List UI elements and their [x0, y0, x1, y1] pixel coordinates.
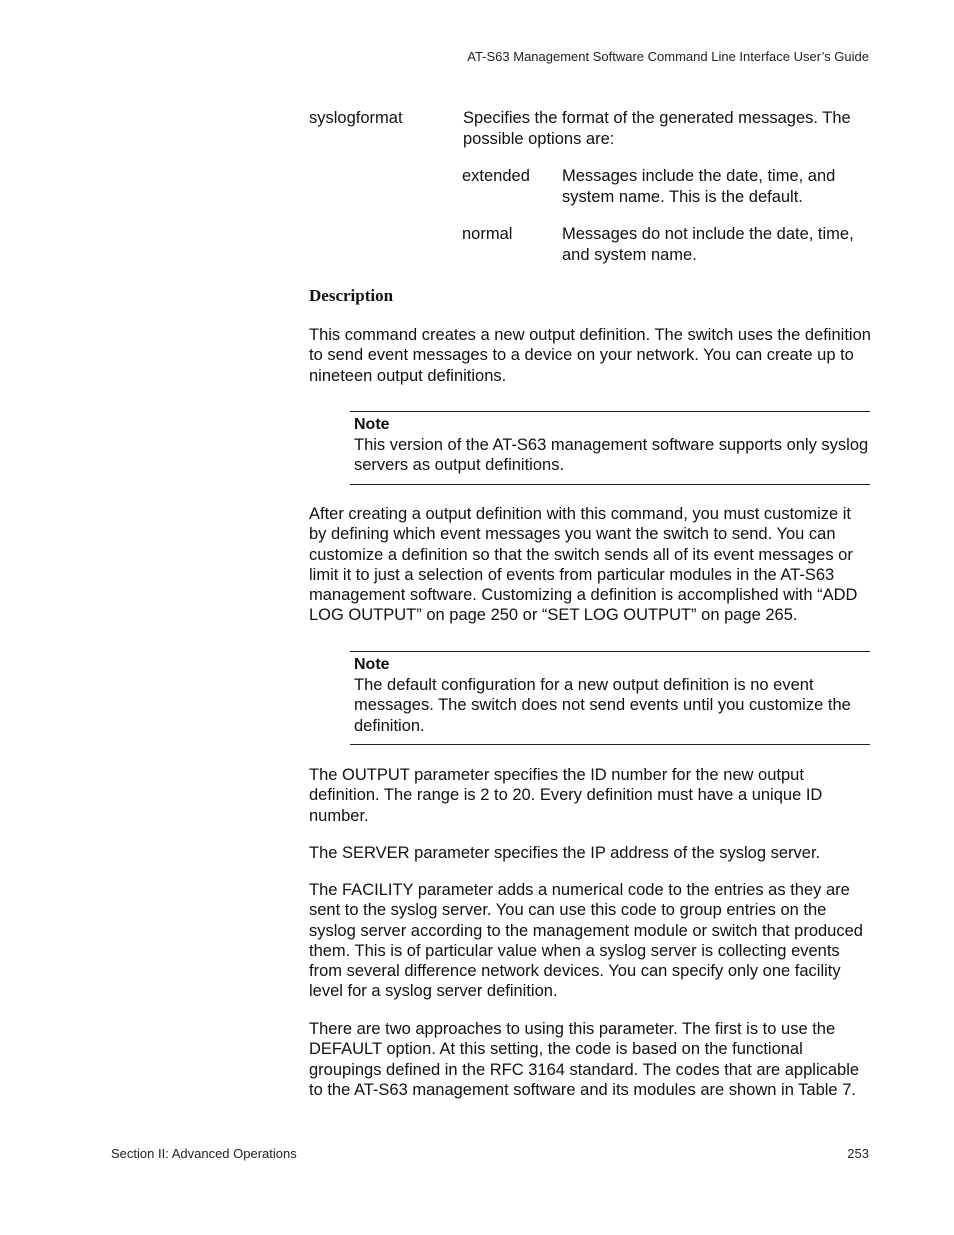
- running-header: AT-S63 Management Software Command Line Interface User’s Guide: [467, 49, 869, 64]
- note-title: Note: [354, 656, 390, 673]
- paragraph: This command creates a new output definition. The switch uses the definition to send event messages to a device on your network. You can create up to nineteen output definitions.: [309, 326, 871, 385]
- page-number: 253: [847, 1146, 869, 1161]
- section-heading: Description: [309, 286, 394, 305]
- note-box: [350, 651, 870, 745]
- note-body: The default configuration for a new output definition is no event messages. The switch does not send events until you customize the definition.: [354, 676, 851, 735]
- note-box: [350, 411, 870, 485]
- note-body: This version of the AT-S63 management software supports only syslog servers as output definitions.: [354, 436, 869, 475]
- footer-section-label: Section II: Advanced Operations: [111, 1146, 297, 1161]
- option-name-extended: extended: [462, 167, 530, 185]
- paragraph: After creating a output definition with this command, you must customize it by defining which event messages you want the switch to send. You can customize a definition so that the switch sends all of its event messages or limit it to just a selection of events from particular modules in the AT-S63 management software. Customizing a definition is accomplished with “ADD LOG OUTPUT” on page 250 or “SET LOG OUTPUT” on page 265.: [309, 505, 858, 625]
- option-name-normal: normal: [462, 225, 513, 243]
- paragraph: There are two approaches to using this parameter. The first is to use the DEFAULT option. At this setting, the code is based on the functional groupings defined in the RFC 3164 standard. The codes that are applicable to the AT-S63 management software and its modules are shown in Table 7.: [309, 1020, 860, 1099]
- paragraph: The SERVER parameter specifies the IP address of the syslog server.: [309, 844, 821, 862]
- note-title: Note: [354, 416, 390, 433]
- option-description-normal: Messages do not include the date, time, and system name.: [562, 225, 854, 264]
- option-description-extended: Messages include the date, time, and system name. This is the default.: [562, 167, 836, 206]
- paragraph: The OUTPUT parameter specifies the ID number for the new output definition. The range is 2 to 20. Every definition must have a unique ID number.: [309, 766, 823, 825]
- parameter-description: Specifies the format of the generated messages. The possible options are:: [463, 109, 851, 148]
- parameter-name: syslogformat: [309, 109, 403, 127]
- paragraph: The FACILITY parameter adds a numerical code to the entries as they are sent to the syslog server. You can use this code to group entries on the syslog server according to the management module or switch that produced them. This is of particular value when a syslog server is collecting events from several difference network devices. You can specify only one facility level for a syslog server definition.: [309, 881, 863, 1001]
